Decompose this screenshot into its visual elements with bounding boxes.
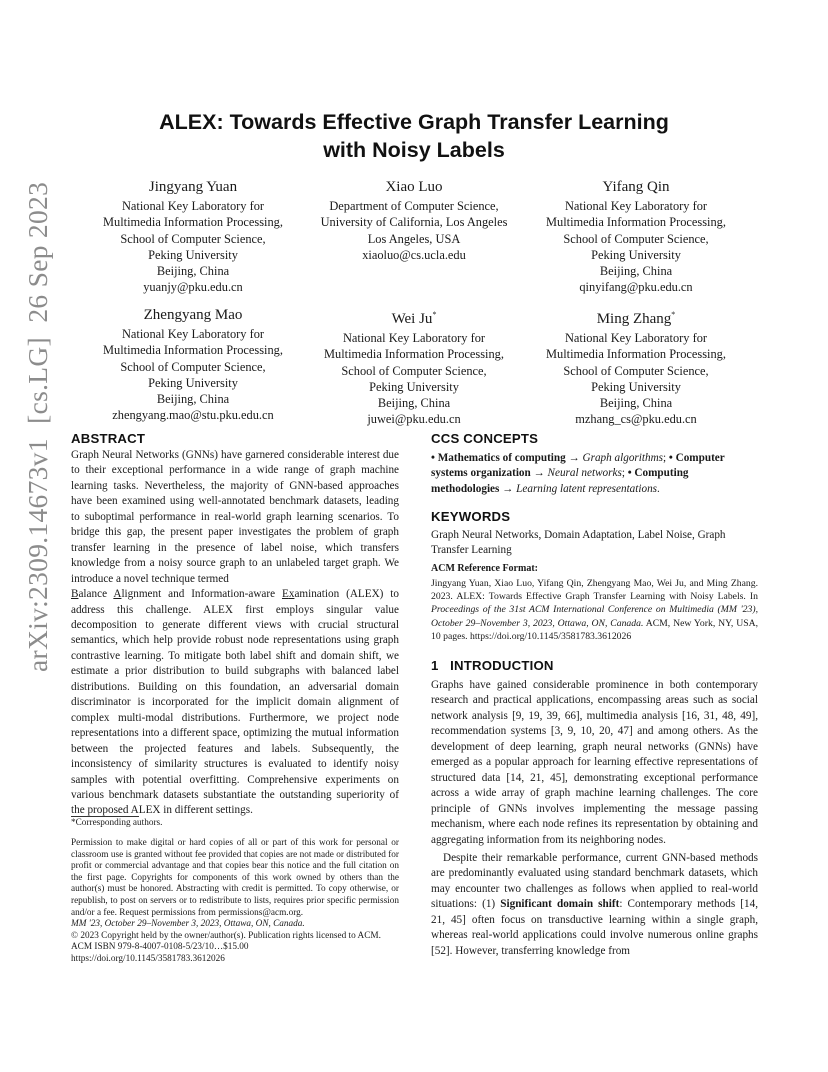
author-block (294, 177, 534, 263)
author-block (294, 305, 534, 428)
ccs-term-1: • Mathematics of computing (431, 452, 566, 464)
keywords-text: Graph Neural Networks, Domain Adaptation, Label Noise, Graph Transfer Learning (431, 529, 726, 557)
author-name: Yifang Qin (602, 179, 670, 195)
author-name-text: Wei Ju (391, 311, 433, 327)
acronym-a-rest: lignment and Information-aware (121, 588, 282, 601)
author-affil-line: Peking University (591, 379, 681, 394)
abstract-heading: ABSTRACT (71, 431, 146, 446)
acm-ref-tail: ACM, New York, NY, USA, 10 pages. https://doi.org/10.1145/3581783.3612026 (431, 617, 758, 642)
author-affil-line: University of California, Los Angeles (320, 215, 508, 230)
acronym-e: E (282, 588, 289, 601)
acronym-b: B (71, 588, 79, 601)
intro-heading-text: INTRODUCTION (450, 658, 554, 673)
author-affil-line: Los Angeles, USA (367, 231, 461, 246)
author-email: mzhang_cs@pku.edu.cn (575, 412, 697, 427)
author-block (73, 305, 313, 424)
ccs-arrow: → (568, 452, 580, 464)
intro-heading-num: 1 (431, 658, 439, 673)
acronym-x: x (288, 588, 295, 601)
intro-p2-text-b: : Contemporary methods [14, 21, 45] often focus on transductive learning within a single graph, whereas real-world applications could involve numerous online graphs [52]. However, transferring knowledge from (431, 898, 759, 957)
arxiv-stamp: arXiv:2309.14673v1 [cs.LG] 26 Sep 2023 (22, 181, 53, 672)
author-affil-line: Department of Computer Science, (329, 199, 499, 213)
author-name (516, 305, 756, 329)
venue-line: MM '23, October 29–November 3, 2023, Ottawa, ON, Canada. (71, 919, 305, 930)
author-email: juwei@pku.edu.cn (367, 412, 461, 427)
abstract-body (71, 448, 399, 819)
author-affil-line: National Key Laboratory for (564, 331, 708, 345)
acm-ref-heading: ACM Reference Format: (431, 563, 538, 574)
author-name: Jingyang Yuan (148, 179, 238, 195)
author-affil-line: Peking University (369, 379, 459, 394)
author-block (516, 305, 756, 428)
footnote-rule (71, 816, 139, 817)
abstract-text-2: amination (ALEX) to address this challenge. ALEX first employs singular value decomposition to generate different views with crucial structural semantics, which help provide robust node representations using graph contrastive learning. To mitigate both label shift and domain shift, we estimate a prior distribution to build subgraphs with balanced label distributions. Building on this foundation, an adversarial domain discriminator is incorporated for the implicit domain alignment of complex multi-modal distributions. Furthermore, we project node representations into a different space, optimizing the mutual information between the projected features and labels. Subsequently, the inconsistency of similarity structures is evaluated to identify noisy samples with potential overfitting. Comprehensive experiments on various benchmark datasets substantiate the outstanding superiority of the proposed ALEX in different settings. (71, 588, 399, 817)
author-affil-line: Beijing, China (599, 264, 673, 279)
author-email: xiaoluo@cs.ucla.edu (362, 247, 466, 262)
author-affil-line: National Key Laboratory for (342, 331, 486, 345)
author-affil-line: Multimedia Information Processing, (546, 215, 726, 230)
author-name-text: Ming Zhang (596, 311, 672, 327)
author-affil-line: Beijing, China (377, 396, 451, 411)
ccs-arrow: → (502, 482, 514, 495)
doi-line: https://doi.org/10.1145/3581783.3612026 (71, 953, 225, 964)
paper-title (0, 108, 828, 164)
ccs-sub-1: Graph algorithms (582, 452, 664, 464)
author-affil-line: School of Computer Science, (120, 231, 266, 246)
ccs-term-3: • Computing methodologies (431, 467, 689, 495)
footnote: *Corresponding authors. (71, 818, 163, 828)
corresponding-mark: * (432, 310, 437, 319)
author-affil-line: National Key Laboratory for (121, 327, 265, 341)
intro-paragraph-2 (431, 851, 758, 959)
author-block (73, 177, 313, 296)
intro-p2-text-a: Despite their remarkable performance, current GNN-based methods are predominantly evaluated using standard benchmark datasets, which may encounter two challenges as follows when applied to real-world situations: (1) (431, 851, 758, 911)
copyright-line: © 2023 Copyright held by the owner/author(s). Publication rights licensed to ACM. (71, 930, 381, 941)
acronym-a: A (113, 588, 122, 601)
abstract-text-1: Graph Neural Networks (GNNs) have garnered considerable interest due to their exceptional performance in a wide range of graph machine learning tasks. Nevertheless, the majority of GNN-based approaches have been examined using well-annotated benchmark datasets, leading to suboptimal performance in real-world graph learning scenarios. To bridge this gap, the present paper investigates the problem of graph transfer learning in the presence of label noise, which transfers knowledge from a noisy source graph to an unlabeled target graph. We introduce a novel technique termed (71, 449, 399, 585)
author-affil-line: School of Computer Science, (120, 359, 266, 374)
author-affil-line: Multimedia Information Processing, (546, 347, 726, 362)
permission-block (71, 838, 399, 966)
acm-ref-body (431, 577, 758, 643)
author-affil-line: National Key Laboratory for (121, 199, 265, 213)
author-name: Zhengyang Mao (143, 307, 243, 323)
isbn-line: ACM ISBN 979-8-4007-0108-5/23/10…$15.00 (71, 942, 249, 953)
author-affil-line: Multimedia Information Processing, (103, 215, 283, 230)
intro-p2-bold: Significant domain shift (500, 898, 620, 911)
author-affil-line: Peking University (148, 247, 238, 262)
author-email: yuanjy@pku.edu.cn (143, 280, 243, 295)
author-affil-line: School of Computer Science, (341, 363, 487, 378)
acronym-b-rest: alance (78, 588, 114, 601)
author-name: Xiao Luo (385, 179, 443, 195)
ccs-heading: CCS CONCEPTS (431, 431, 539, 446)
author-name (294, 305, 534, 329)
ccs-sub-3: Learning latent representations (516, 482, 658, 495)
acm-ref-proceedings: Proceedings of the 31st ACM International Conference on Multimedia (MM '23), October 29–November 3, 2023, Ottawa, ON, Canada. (431, 604, 758, 629)
author-affil-line: National Key Laboratory for (564, 199, 708, 213)
ccs-term-2: • Computer systems organization (431, 452, 725, 480)
author-email: zhengyang.mao@stu.pku.edu.cn (112, 408, 274, 423)
abstract-paragraph (71, 448, 399, 819)
author-affil-line: Peking University (148, 375, 238, 390)
author-affil-line: School of Computer Science, (563, 231, 709, 246)
author-affil-line: Multimedia Information Processing, (324, 347, 504, 362)
author-affil-line: Peking University (591, 247, 681, 262)
title-line-1: ALEX: Towards Effective Graph Transfer Learning (159, 110, 669, 134)
ccs-arrow: → (533, 467, 545, 480)
keywords-heading: KEYWORDS (431, 509, 511, 524)
author-affil-line: Multimedia Information Processing, (103, 343, 283, 358)
intro-paragraph-1: Graphs have gained considerable prominence in both contemporary research and practical applications, encompassing areas such as social network analysis [9, 19, 39, 66], multimedia analysis [16, 31, 48, 49], recommendation systems [3, 9, 10, 20, 47] and among others. As the development of deep learning, graph neural networks (GNNs) have emerged as a popular approach for learning effective representations of structured data [14, 21, 45], demonstrating exceptional performance across a wide array of graph machine learning challenges. The core principle of GNNs involves implementing the message passing mechanism, where each node refines its representation by obtaining and aggregating information from its neighboring nodes. (431, 679, 758, 846)
author-block (516, 177, 756, 296)
permission-text: Permission to make digital or hard copies of all or part of this work for personal or classroom use is granted without fee provided that copies are not made or distributed for profit or commercial advantage and that copies bear this notice and the full citation on the first page. Copyrights for components of this work owned by others than the author(s) must be honored. Abstracting with credit is permitted. To copy otherwise, or republish, to post on servers or to redistribute to lists, requires prior specific permission and/or a fee. Request permissions from permissions@acm.org. (71, 838, 399, 918)
ccs-sub-2: Neural networks (547, 467, 622, 480)
intro-heading (431, 658, 554, 673)
author-affil-line: Beijing, China (156, 264, 230, 279)
author-affil-line: Beijing, China (156, 392, 230, 407)
intro-body (431, 678, 758, 959)
author-affil-line: Beijing, China (599, 396, 673, 411)
ccs-body: • Mathematics of computing → Graph algorithms; • Computer systems organization → Neural networks; • Computing methodologies → Learning latent representations. (431, 452, 725, 495)
corresponding-mark: * (671, 310, 676, 319)
author-email: qinyifang@pku.edu.cn (579, 280, 693, 295)
author-affil-line: School of Computer Science, (563, 363, 709, 378)
title-line-2: with Noisy Labels (323, 138, 505, 162)
acm-ref-authors: Jingyang Yuan, Xiao Luo, Yifang Qin, Zhengyang Mao, Wei Ju, and Ming Zhang. 2023. ALEX: Towards Effective Graph Transfer Learning with Noisy Labels. In (431, 578, 758, 603)
